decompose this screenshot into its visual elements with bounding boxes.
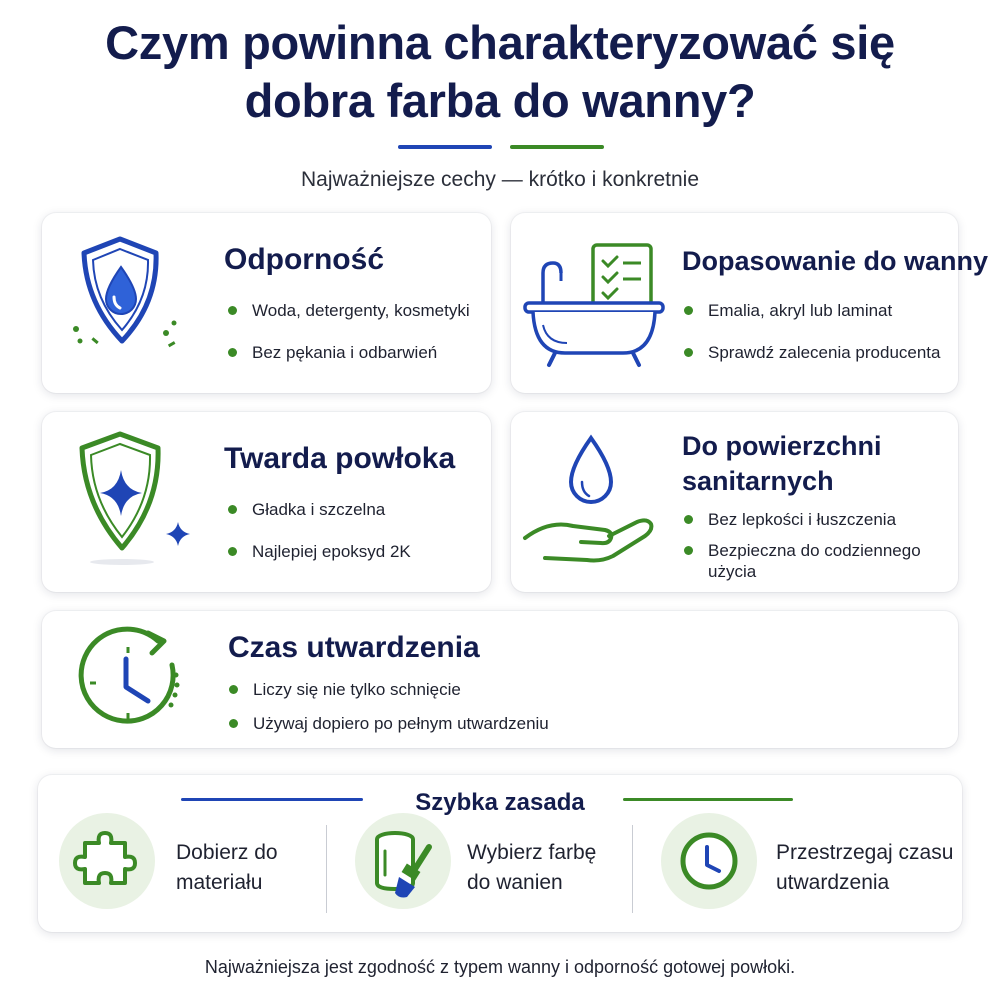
- quick-rule-item-line2: do wanien: [467, 871, 563, 894]
- bullet-item: Woda, detergenty, kosmetyki: [228, 300, 470, 321]
- page-title-line2: dobra farba do wanny?: [244, 74, 756, 127]
- card-curing-time: [42, 611, 958, 748]
- puzzle-piece-icon: [59, 813, 155, 909]
- bullet-item: Liczy się nie tylko schnięcie: [229, 679, 549, 700]
- clock-icon: [72, 625, 184, 737]
- bullet-item: Bez pękania i odbarwień: [228, 342, 470, 363]
- bullet-item-continuation: użycia: [708, 562, 757, 581]
- clock-icon: [661, 813, 757, 909]
- bullet-item: Emalia, akryl lub laminat: [684, 300, 940, 321]
- page-subtitle: Najważniejsze cechy — krótko i konkretnie: [301, 168, 699, 191]
- hand-water-drop-icon: [521, 432, 671, 572]
- bullet-list: [228, 499, 411, 562]
- quick-rule-item-line2: utwardzenia: [776, 871, 890, 894]
- quick-rule-item-line1: Dobierz do: [176, 841, 278, 864]
- paint-can-brush-icon: [355, 813, 451, 909]
- bullet-item: Sprawdź zalecenia producenta: [684, 342, 940, 363]
- bullet-list: [228, 300, 470, 363]
- bullet-item: Bezpieczna do codziennego: [684, 540, 921, 561]
- quick-rule-item-text: [176, 838, 278, 898]
- bullet-list: [684, 509, 921, 582]
- quick-rule-line-left: [181, 798, 363, 801]
- quick-rule-item-line1: Przestrzegaj czasu: [776, 841, 954, 864]
- bathtub-checklist-icon: [521, 241, 671, 371]
- quick-rule-item-line1: Wybierz farbę: [467, 841, 597, 864]
- bullet-list: [684, 300, 940, 363]
- bullet-list: [229, 679, 549, 734]
- quick-rule-item-text: [776, 838, 953, 898]
- paint-icon-badge: [355, 813, 451, 909]
- shield-sparkle-icon: [70, 430, 200, 570]
- title-underline-green: [510, 145, 604, 149]
- bullet-item: Używaj dopiero po pełnym utwardzeniu: [229, 713, 549, 734]
- footer-note: Najważniejsza jest zgodność z typem wanny i odporność gotowej powłoki.: [204, 957, 796, 977]
- card-hard-coating: [42, 412, 491, 592]
- shield-water-drop-icon: [70, 233, 200, 363]
- bullet-item: Najlepiej epoksyd 2K: [228, 541, 411, 562]
- card-resistance: [42, 213, 491, 393]
- quick-rule-divider: [326, 825, 327, 913]
- quick-rule-divider: [632, 825, 633, 913]
- quick-rule-item-text: [467, 838, 596, 898]
- quick-rule-item-line2: materiału: [176, 871, 263, 894]
- card-title: Czas utwardzenia: [228, 631, 480, 664]
- bullet-item: Gładka i szczelna: [228, 499, 411, 520]
- puzzle-icon-badge: [59, 813, 155, 909]
- card-sanitary-surfaces: [511, 412, 958, 592]
- card-title: Odporność: [224, 243, 385, 276]
- quick-rule-line-right: [623, 798, 793, 801]
- card-bathtub-fit: [511, 213, 989, 393]
- card-title: Twarda powłoka: [224, 442, 456, 475]
- page-title-line1: Czym powinna charakteryzować się: [105, 16, 895, 69]
- card-title-line2: sanitarnych: [682, 466, 834, 496]
- quick-rule-title: Szybka zasada: [415, 789, 585, 816]
- clock-icon-badge: [661, 813, 757, 909]
- bullet-item: Bez lepkości i łuszczenia: [684, 509, 921, 530]
- card-title: Dopasowanie do wanny: [682, 246, 989, 276]
- card-title-line1: Do powierzchni: [682, 431, 882, 461]
- page-title: [0, 14, 1000, 130]
- title-underline-blue: [398, 145, 492, 149]
